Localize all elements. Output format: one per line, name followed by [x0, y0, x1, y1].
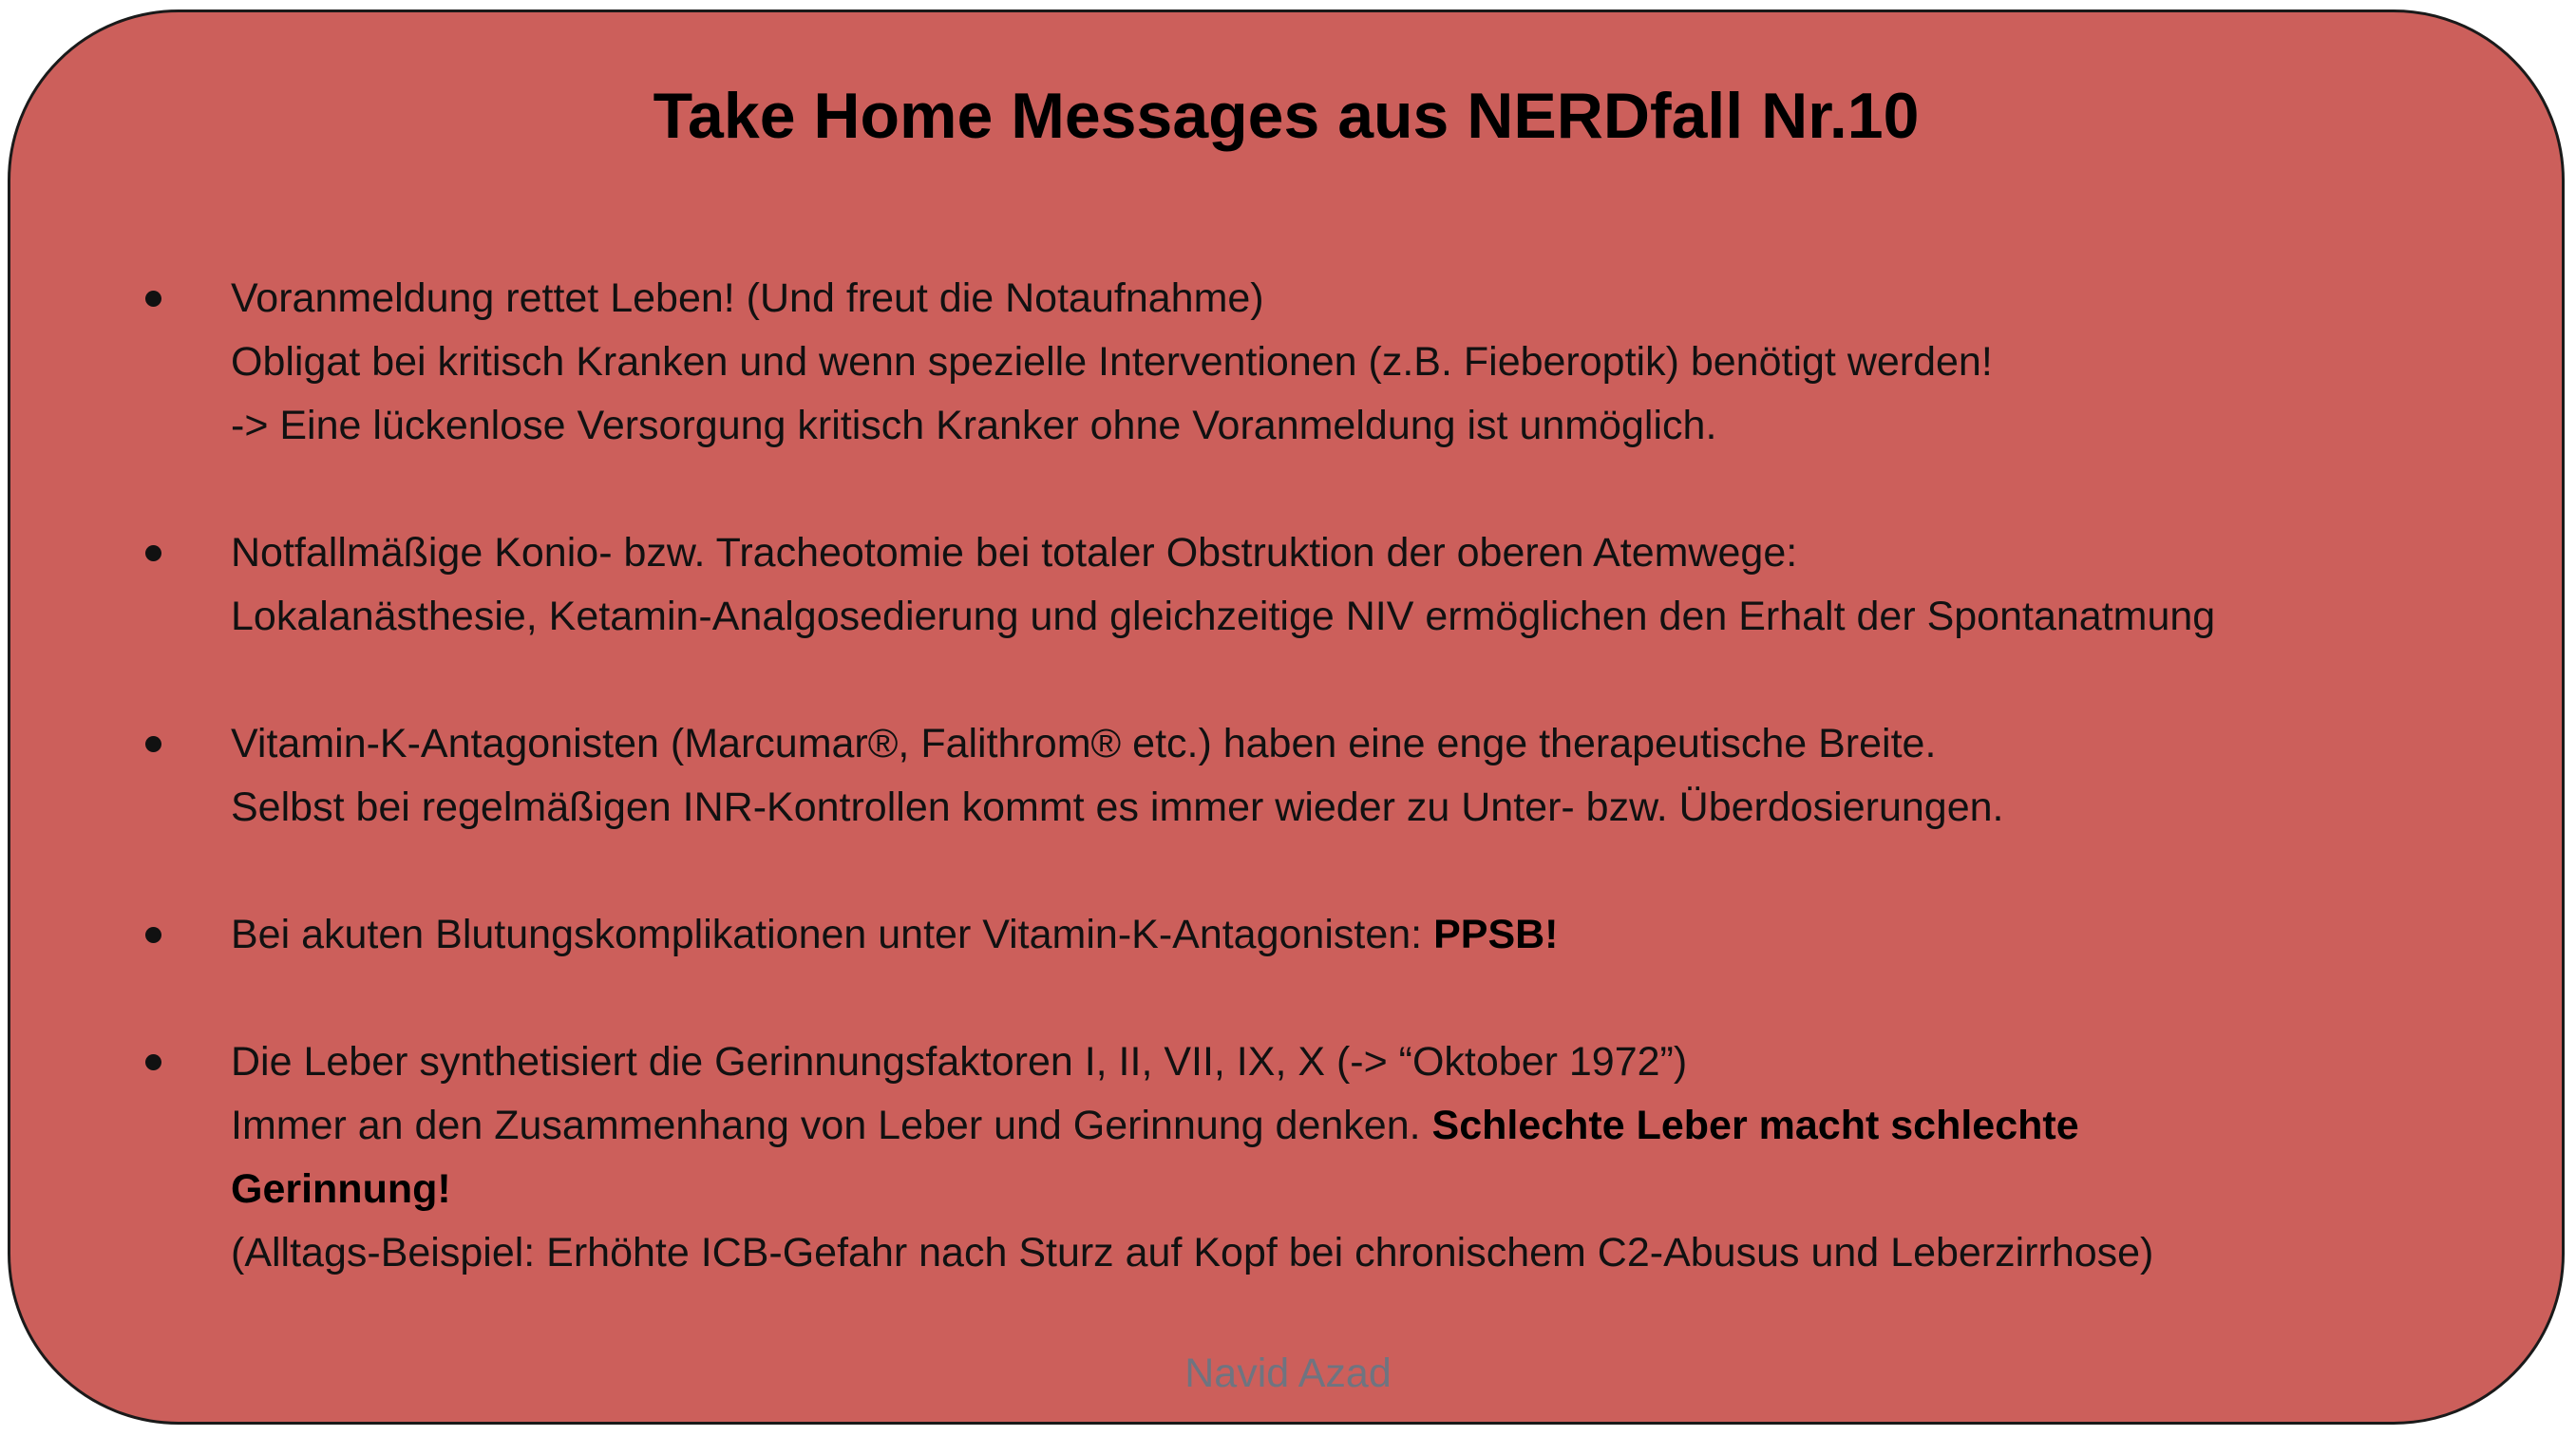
- bullet-icon: [145, 736, 161, 752]
- message-line: Notfallmäßige Konio- bzw. Tracheotomie bei totaler Obstruktion der oberen Atemwege:: [231, 530, 1798, 576]
- list-item: [132, 1030, 2488, 1285]
- message-line: (Alltags-Beispiel: Erhöhte ICB-Gefahr nach Sturz auf Kopf bei chronischem C2-Abusus und Leberzirrhose): [231, 1230, 2154, 1275]
- author-credit: Navid Azad: [1184, 1351, 1392, 1396]
- message-line: Obligat bei kritisch Kranken und wenn spezielle Interventionen (z.B. Fieberoptik) benötigt werden!: [231, 339, 1993, 385]
- bullet-icon: [145, 545, 161, 561]
- message-line: Lokalanästhesie, Ketamin-Analgosedierung und gleichzeitige NIV ermöglichen den Erhalt der Spontanatmung: [231, 594, 2216, 639]
- message-line: [231, 903, 2488, 967]
- message-line: Selbst bei regelmäßigen INR-Kontrollen kommt es immer wieder zu Unter- bzw. Überdosierungen.: [231, 784, 2004, 830]
- message-line: Voranmeldung rettet Leben! (Und freut die Notaufnahme): [231, 275, 1264, 321]
- message-card: [8, 9, 2565, 1425]
- emphasis-text: PPSB!: [1433, 912, 1559, 957]
- bullet-icon: [145, 291, 161, 307]
- message-text: Immer an den Zusammenhang von Leber und Gerinnung denken.: [231, 1103, 1432, 1148]
- list-item: [132, 712, 2488, 840]
- message-line: [231, 1094, 2488, 1158]
- bullet-icon: [145, 1054, 161, 1070]
- emphasis-text: Schlechte Leber macht schlechte: [1431, 1103, 2079, 1148]
- message-list: [132, 267, 2488, 1349]
- list-item: [132, 903, 2488, 967]
- message-line: Die Leber synthetisiert die Gerinnungsfaktoren I, II, VII, IX, X (-> “Oktober 1972”): [231, 1039, 1688, 1085]
- list-item: [132, 267, 2488, 458]
- page-title: Take Home Messages aus NERDfall Nr.10: [653, 80, 1920, 152]
- message-line: Vitamin-K-Antagonisten (Marcumar®, Falithrom® etc.) haben eine enge therapeutische Breite.: [231, 721, 1937, 766]
- message-text: Bei akuten Blutungskomplikationen unter Vitamin-K-Antagonisten:: [231, 912, 1434, 957]
- emphasis-line: Gerinnung!: [231, 1166, 451, 1212]
- bullet-icon: [145, 927, 161, 943]
- list-item: [132, 521, 2488, 649]
- message-line: -> Eine lückenlose Versorgung kritisch Kranker ohne Voranmeldung ist unmöglich.: [231, 403, 1717, 448]
